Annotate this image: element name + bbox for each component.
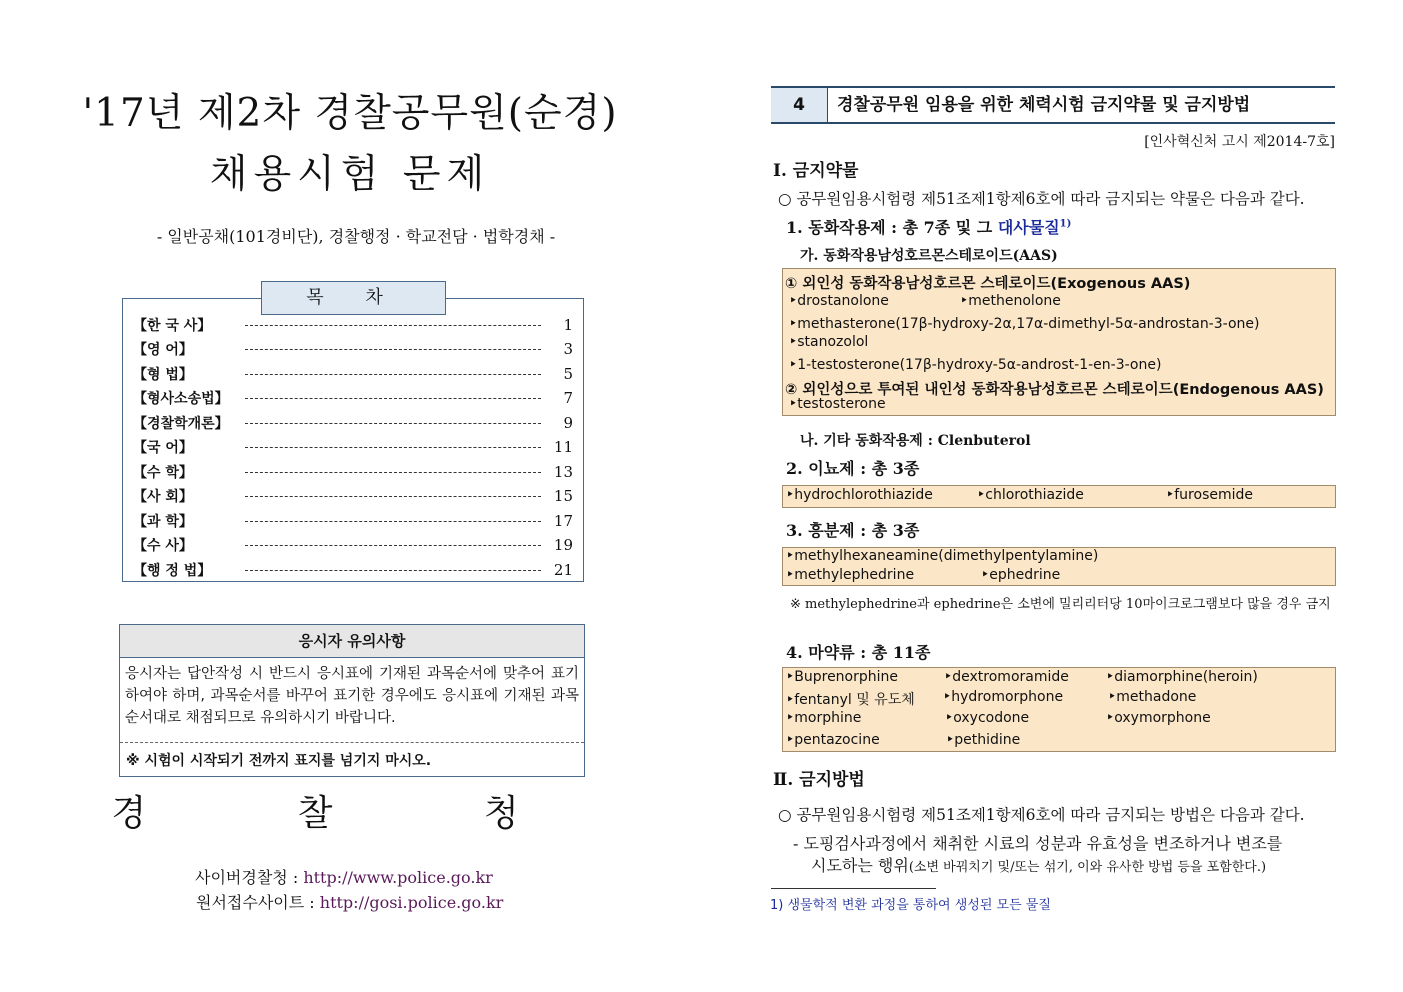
diuretics-heading: 2. 이뇨제 : 총 3종 xyxy=(786,459,920,478)
section-number: 4 xyxy=(771,88,828,122)
drug-item: ‣methylephedrine xyxy=(786,567,915,583)
drug-item: ‣pethidine xyxy=(946,732,1021,748)
drug-item: ‣ephedrine xyxy=(981,567,1061,583)
toc-item-page: 11 xyxy=(553,438,573,456)
aas-category-endogenous: ② 외인성으로 투여된 내인성 동화작용남성호르몬 스테로이드(Endogenous AAS) xyxy=(785,382,1324,398)
footnote-ref: 1) xyxy=(1059,218,1072,230)
notice-reference: [인사혁신처 고시 제2014-7호] xyxy=(1144,134,1335,150)
toc-item-page: 15 xyxy=(553,487,573,505)
anabolic-sub-a: 가. 동화작용남성호르몬스테로이드(AAS) xyxy=(800,248,1058,264)
drug-item: ‣methadone xyxy=(1108,689,1197,705)
toc-item xyxy=(133,533,573,557)
drug-item: ‣diamorphine(heroin) xyxy=(1106,669,1258,685)
toc-item xyxy=(133,362,573,386)
notice-heading: 응시자 유의사항 xyxy=(120,625,584,658)
drug-item: ‣stanozolol xyxy=(789,334,869,350)
exam-subtitle: - 일반공채(101경비단), 경찰행정 · 학교전담 · 법학경채 - xyxy=(156,227,556,246)
toc-item xyxy=(133,337,573,361)
toc-item xyxy=(133,411,573,435)
toc-item-label: 【영 어】 xyxy=(133,342,193,358)
notice-body: 응시자는 답안작성 시 반드시 응시표에 기재된 과목순서에 맞추어 표기하여야 하며, 과목순서를 바꾸어 표기한 경우에도 응시표에 기재된 과목순서대로 채점되므로 유의하시기 바랍니다. xyxy=(125,666,579,726)
site-line xyxy=(195,865,493,888)
toc-item xyxy=(133,484,573,508)
anabolic-heading-text: 1. 동화작용제 : 총 7종 및 그 xyxy=(786,218,998,237)
site-label: 사이버경찰청 : xyxy=(195,868,304,887)
drug-item: ‣methenolone xyxy=(960,293,1061,309)
drug-item: ‣pentazocine xyxy=(786,732,880,748)
toc-item-label: 【사 회】 xyxy=(133,489,193,505)
exam-title-line2: 채용시험 문제 xyxy=(209,152,491,197)
part1-heading: Ⅰ. 금지약물 xyxy=(773,161,859,181)
toc-item-label: 【수 사】 xyxy=(133,538,193,554)
toc-leader xyxy=(245,374,541,375)
toc-item xyxy=(133,460,573,484)
toc-item-page: 5 xyxy=(563,365,573,383)
drug-item: ‣oxymorphone xyxy=(1106,710,1211,726)
toc-item xyxy=(133,313,573,337)
drug-item: ‣hydrochlorothiazide xyxy=(786,487,933,503)
section-header xyxy=(771,86,1335,124)
stimulants-note: ※ methylephedrine과 ephedrine은 소변에 밀리리터당 10마이크로그램보다 많을 경우 금지 xyxy=(790,597,1331,612)
site-url-link[interactable]: http://gosi.police.go.kr xyxy=(319,893,504,912)
footnote-divider xyxy=(771,888,936,889)
toc-item-page: 17 xyxy=(553,512,573,530)
method-item-text: 시도하는 행위 xyxy=(811,856,909,875)
toc-item-page: 13 xyxy=(553,463,573,481)
drug-item: ‣oxycodone xyxy=(945,710,1030,726)
toc-item xyxy=(133,435,573,459)
candidate-notice xyxy=(119,624,585,777)
method-item-note: (소변 바꿔치기 및/또는 섞기, 이와 유사한 방법 등을 포함한다.) xyxy=(908,860,1267,875)
part2-intro: ○ 공무원임용시험령 제51조제1항제6호에 따라 금지되는 방법은 다음과 같다. xyxy=(778,806,1305,824)
drug-item: ‣methasterone(17β-hydroxy-2α,17α-dimethyl-5α-androstan-3-one) xyxy=(789,316,1260,332)
method-item-continued xyxy=(811,853,1266,876)
toc-leader xyxy=(245,447,541,448)
toc-item-label: 【형 법】 xyxy=(133,367,193,383)
drug-item: ‣hydromorphone xyxy=(943,689,1064,705)
exam-title: '17년 제2차 경찰공무원(순경) xyxy=(82,91,618,136)
toc-leader xyxy=(245,521,541,522)
anabolic-heading xyxy=(786,215,1071,238)
toc-leader xyxy=(245,545,541,546)
toc-item xyxy=(133,386,573,410)
drug-item: ‣chlorothiazide xyxy=(977,487,1084,503)
toc-leader xyxy=(245,423,541,424)
stimulants-heading: 3. 흥분제 : 총 3종 xyxy=(786,521,920,540)
toc-leader xyxy=(245,472,541,473)
narcotics-heading: 4. 마약류 : 총 11종 xyxy=(786,643,931,662)
drug-item: ‣testosterone xyxy=(789,396,886,412)
drug-item: ‣methylhexaneamine(dimethylpentylamine) xyxy=(786,548,1099,564)
toc-item-page: 3 xyxy=(563,340,573,358)
agency-name: 경 찰 청 xyxy=(111,793,589,834)
toc-item-page: 9 xyxy=(563,414,573,432)
notice-warning: ※ 시험이 시작되기 전까지 표지를 넘기지 마시오. xyxy=(126,753,432,769)
toc-item xyxy=(133,558,573,582)
toc-item-label: 【과 학】 xyxy=(133,514,193,530)
drug-item: ‣fentanyl 및 유도체 xyxy=(786,692,915,708)
toc-leader xyxy=(245,349,541,350)
toc-item-label: 【국 어】 xyxy=(133,440,193,456)
toc-item-label: 【형사소송법】 xyxy=(133,391,229,407)
toc-item-label: 【경찰학개론】 xyxy=(133,416,229,432)
aas-category-exogenous: ① 외인성 동화작용남성호르몬 스테로이드(Exogenous AAS) xyxy=(785,276,1191,292)
drug-item: ‣furosemide xyxy=(1166,487,1254,503)
table-of-contents xyxy=(122,298,584,582)
aas-drug-box xyxy=(782,268,1336,416)
metabolite-term: 대사물질 xyxy=(997,218,1060,237)
toc-leader xyxy=(245,496,541,497)
section-title: 경찰공무원 임용을 위한 체력시험 금지약물 및 금지방법 xyxy=(837,95,1251,115)
drug-item: ‣morphine xyxy=(786,710,862,726)
method-item: - 도핑검사과정에서 채취한 시료의 성분과 유효성을 변조하거나 변조를 xyxy=(793,834,1283,853)
drug-item: ‣Buprenorphine xyxy=(786,669,899,685)
site-label: 원서접수사이트 : xyxy=(196,893,320,912)
part1-intro: ○ 공무원임용시험령 제51조제1항제6호에 따라 금지되는 약물은 다음과 같다. xyxy=(778,190,1305,208)
part2-heading: Ⅱ. 금지방법 xyxy=(773,770,865,790)
drug-item: ‣drostanolone xyxy=(789,293,889,309)
toc-item-label: 【행 정 법】 xyxy=(133,563,212,579)
narcotics-drug-box xyxy=(782,667,1336,752)
drug-item: ‣1-testosterone(17β-hydroxy-5α-androst-1-en-3-one) xyxy=(789,357,1162,373)
toc-item-page: 7 xyxy=(563,389,573,407)
toc-item-label: 【한 국 사】 xyxy=(133,318,212,334)
toc-leader xyxy=(245,570,541,571)
diuretics-drug-box xyxy=(782,485,1336,508)
footnote: 1) 생물학적 변환 과정을 통하여 생성된 모든 물질 xyxy=(770,898,1051,913)
site-line xyxy=(196,890,503,913)
toc-item-page: 21 xyxy=(553,561,573,579)
anabolic-sub-b: 나. 기타 동화작용제 : Clenbuterol xyxy=(800,433,1031,449)
site-url-link[interactable]: http://www.police.go.kr xyxy=(303,868,493,887)
toc-item-page: 1 xyxy=(563,316,573,334)
toc-heading: 목 차 xyxy=(261,281,446,315)
toc-leader xyxy=(245,398,541,399)
toc-item-label: 【수 학】 xyxy=(133,465,193,481)
drug-item: ‣dextromoramide xyxy=(944,669,1069,685)
toc-leader xyxy=(245,325,541,326)
toc-item xyxy=(133,509,573,533)
toc-item-page: 19 xyxy=(553,536,573,554)
stimulants-drug-box xyxy=(782,547,1336,586)
notice-divider xyxy=(120,742,584,743)
